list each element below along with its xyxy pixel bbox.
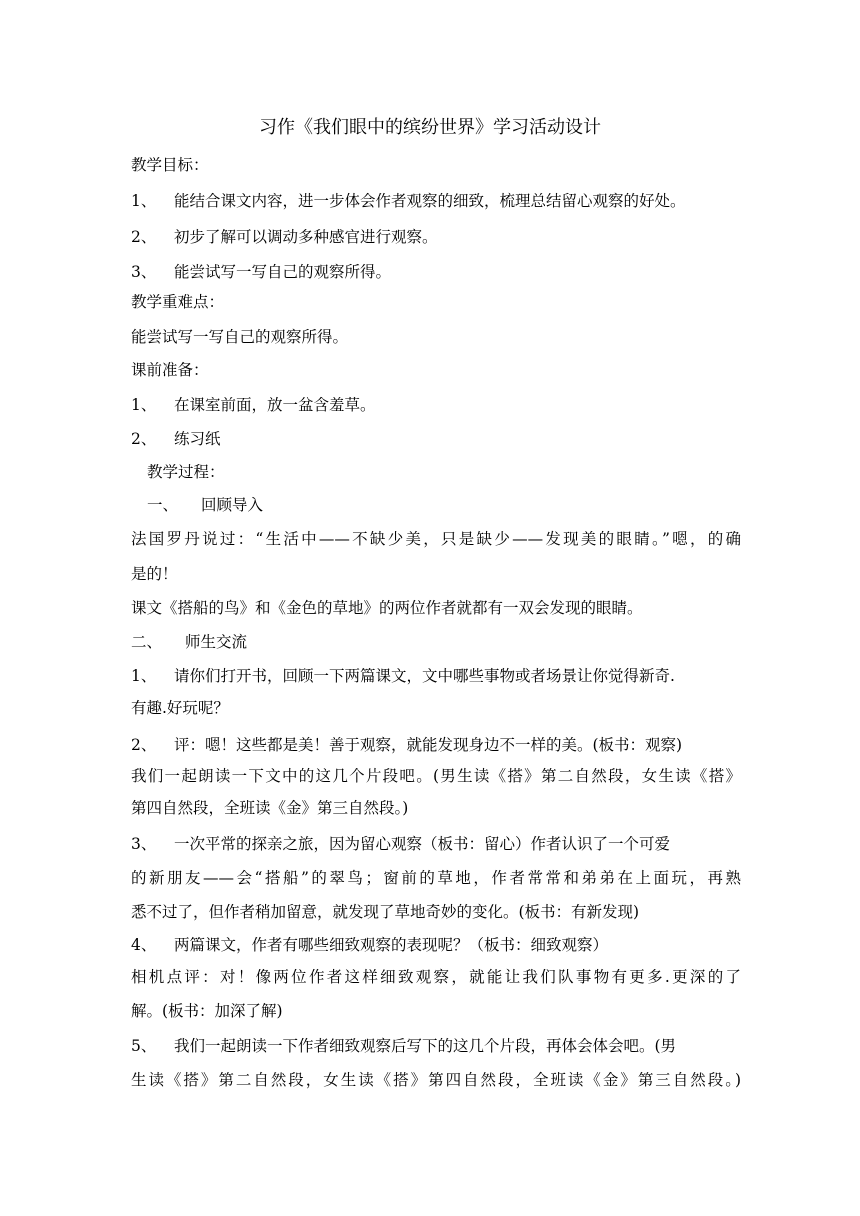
line-text: 有趣.好玩呢？	[131, 699, 229, 717]
item-number: 5、	[131, 1037, 157, 1055]
process-item-2	[131, 733, 741, 757]
line-text: 师生交流	[185, 633, 248, 651]
paragraph-line	[131, 764, 741, 788]
item-number: 1、	[131, 192, 157, 210]
process-item-1	[131, 664, 741, 688]
line-text: 是的！	[131, 565, 178, 583]
paragraph-line	[131, 965, 741, 989]
goal-item-1	[131, 189, 741, 213]
paragraph-line	[131, 527, 741, 551]
item-number: 3、	[131, 835, 157, 853]
process-item-5	[131, 1034, 741, 1058]
heading-preparation	[131, 358, 741, 382]
line-text: 的新朋友——会“搭船”的翠鸟；窗前的草地，作者常常和弟弟在上面玩，再熟	[131, 869, 741, 887]
line-text: 教学重难点：	[131, 293, 225, 311]
item-number: 一、	[147, 496, 179, 514]
paragraph-line	[131, 999, 741, 1023]
goal-item-2	[131, 225, 741, 249]
line-text: 能结合课文内容，进一步体会作者观察的细致，梳理总结留心观察的好处。	[174, 192, 686, 210]
line-text: 回顾导入	[201, 496, 264, 514]
line-text: 两篇课文，作者有哪些细致观察的表现呢？（板书：细致观察）	[174, 936, 609, 954]
process-item-3	[131, 832, 741, 856]
line-text: 解。(板书：加深了解)	[131, 1002, 283, 1020]
heading-teaching-goals	[131, 153, 741, 177]
line-text: 我们一起朗读一下作者细致观察后写下的这几个片段，再体会体会吧。(男	[174, 1037, 677, 1055]
process-item-4	[131, 933, 741, 957]
item-number: 2、	[131, 736, 157, 754]
heading-key-difficulty	[131, 290, 741, 314]
item-number: 2、	[131, 430, 157, 448]
heading-teaching-process	[147, 460, 757, 484]
section-1-heading	[147, 493, 757, 517]
paragraph-line	[131, 696, 741, 720]
line-text: 能尝试写一写自己的观察所得。	[174, 263, 392, 281]
line-text: 悉不过了，但作者稍加留意，就发现了草地奇妙的变化。(板书：有新发现)	[131, 903, 640, 921]
item-number: 2、	[131, 228, 157, 246]
line-text: 在课室前面，放一盆含羞草。	[174, 396, 376, 414]
prep-item-1	[131, 393, 741, 417]
line-text: 初步了解可以调动多种感官进行观察。	[174, 228, 438, 246]
section-2-heading	[131, 630, 741, 654]
line-text: 一次平常的探亲之旅，因为留心观察（板书：留心）作者认识了一个可爱	[174, 835, 671, 853]
paragraph-line	[131, 1068, 741, 1092]
paragraph-line	[131, 866, 741, 890]
line-text: 评：嗯！这些都是美！善于观察，就能发现身边不一样的美。(板书：观察)	[174, 736, 683, 754]
paragraph-line	[131, 596, 741, 620]
line-text: 第四自然段，全班读《金》第三自然段。)	[131, 799, 409, 817]
line-text: 法国罗丹说过：“生活中——不缺少美，只是缺少——发现美的眼睛。”嗯，的确	[131, 530, 741, 548]
document-title: 习作《我们眼中的缤纷世界》学习活动设计	[259, 117, 601, 138]
paragraph-line	[131, 796, 741, 820]
line-text: 教学过程：	[147, 463, 225, 481]
paragraph-line	[131, 562, 741, 586]
line-text: 教学目标：	[131, 156, 209, 174]
goal-item-3	[131, 260, 741, 284]
line-text: 相机点评：对！像两位作者这样细致观察，就能让我们队事物有更多.更深的了	[131, 968, 741, 986]
item-number: 1、	[131, 667, 157, 685]
paragraph-line	[131, 900, 741, 924]
key-difficulty-text	[131, 325, 741, 349]
line-text: 课前准备：	[131, 361, 209, 379]
line-text: 课文《搭船的鸟》和《金色的草地》的两位作者就都有一双会发现的眼睛。	[131, 599, 643, 617]
prep-item-2	[131, 427, 741, 451]
line-text: 能尝试写一写自己的观察所得。	[131, 328, 349, 346]
item-number: 二、	[131, 633, 163, 651]
item-number: 4、	[131, 936, 157, 954]
line-text: 请你们打开书，回顾一下两篇课文，文中哪些事物或者场景让你觉得新奇.	[174, 667, 675, 685]
line-text: 生读《搭》第二自然段，女生读《搭》第四自然段，全班读《金》第三自然段。)	[131, 1071, 741, 1089]
line-text: 练习纸	[174, 430, 221, 448]
item-number: 1、	[131, 396, 157, 414]
item-number: 3、	[131, 263, 157, 281]
line-text: 我们一起朗读一下文中的这几个片段吧。(男生读《搭》第二自然段，女生读《搭》	[131, 767, 741, 785]
